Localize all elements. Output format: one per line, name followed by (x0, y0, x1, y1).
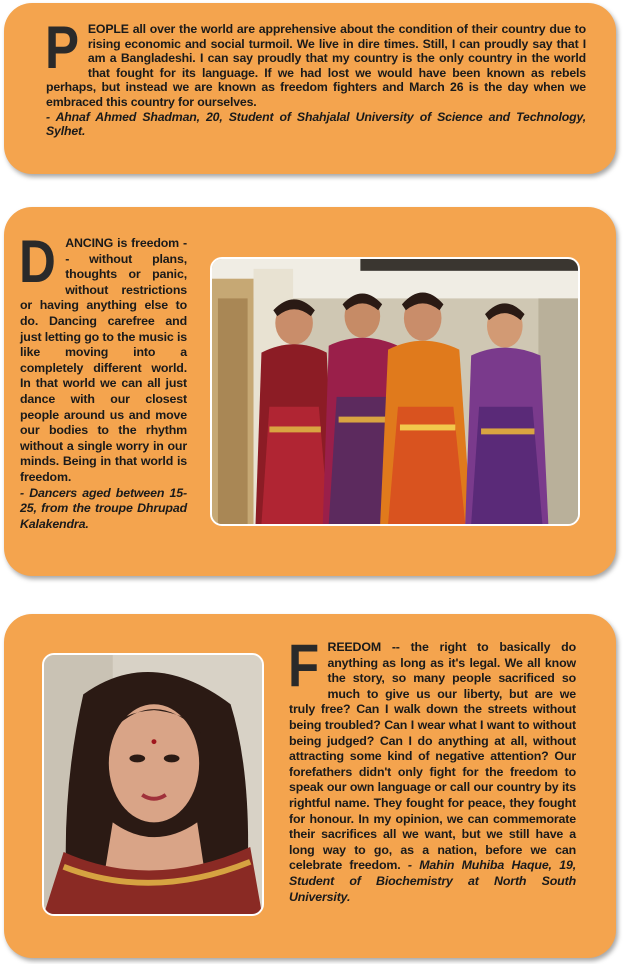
quote-2-attribution-suffix: . (85, 516, 89, 531)
quote-2-attribution: - Dancers aged between 15-25, from the troupe Dhrupad Kalakendra (20, 485, 187, 531)
quote-1-text (45, 14, 586, 139)
quote-3-body: REEDOM -- the right to basically do anything as long as it's legal. We all know the story, so many people sacrificed so much to give us our liberty, but are we truly free? Can I walk down the streets without being troubled? Can I wear what I want to without being judged? Can I do anything at all, without attracting some kind of negative attention? Our forefathers didn't only fight for the freedom to speak our own language or call our country by its rightful name. They fought for peace, they fought for honour. In my opinion, we can commemorate their sacrifices all we want, but we still have a long way to go, as a nation, before we can celebrate freedom. (289, 640, 576, 873)
quote-2-body: ANCING is freedom -- without plans, thoughts or panic, without restrictions or having anything else to do. Dancing carefree and just letting go to the music is like moving into a completely different world. In that world we can all just dance with our closest people around us and move our bodies to the rhythm without a single worry in our minds. Being in that world is freedom. (20, 236, 187, 484)
dancers-photo-illustration (212, 259, 578, 524)
quote-2-text (19, 228, 187, 532)
quote-3-text (288, 632, 576, 905)
dancers-photo (210, 257, 580, 526)
woman-portrait-photo (42, 653, 264, 916)
quote-3-attribution: - Mahin Muhiba Haque, 19, Student of Biochemistry at North South University. (289, 858, 576, 904)
quote-1-body: EOPLE all over the world are apprehensive about the condition of their country due to rising economic and social turmoil. We live in dire times. Still, I can proudly say that I am a Bangladeshi. I can say proudly that my country is the only country in the world that fought for its language. If we had lost we would have been known as rebels perhaps, but instead we are known as freedom fighters and March 26 is the day when we embraced this country for ourselves. (46, 22, 586, 109)
quote-3-dropcap: F (288, 632, 320, 699)
woman-portrait-illustration (44, 655, 262, 914)
quote-1-attribution: - Ahnaf Ahmed Shadman, 20, Student of Shahjalal University of Science and Technology, Sylhet. (46, 109, 586, 139)
quote-2-dropcap: D (19, 228, 56, 295)
quote-1-dropcap: P (45, 14, 79, 81)
